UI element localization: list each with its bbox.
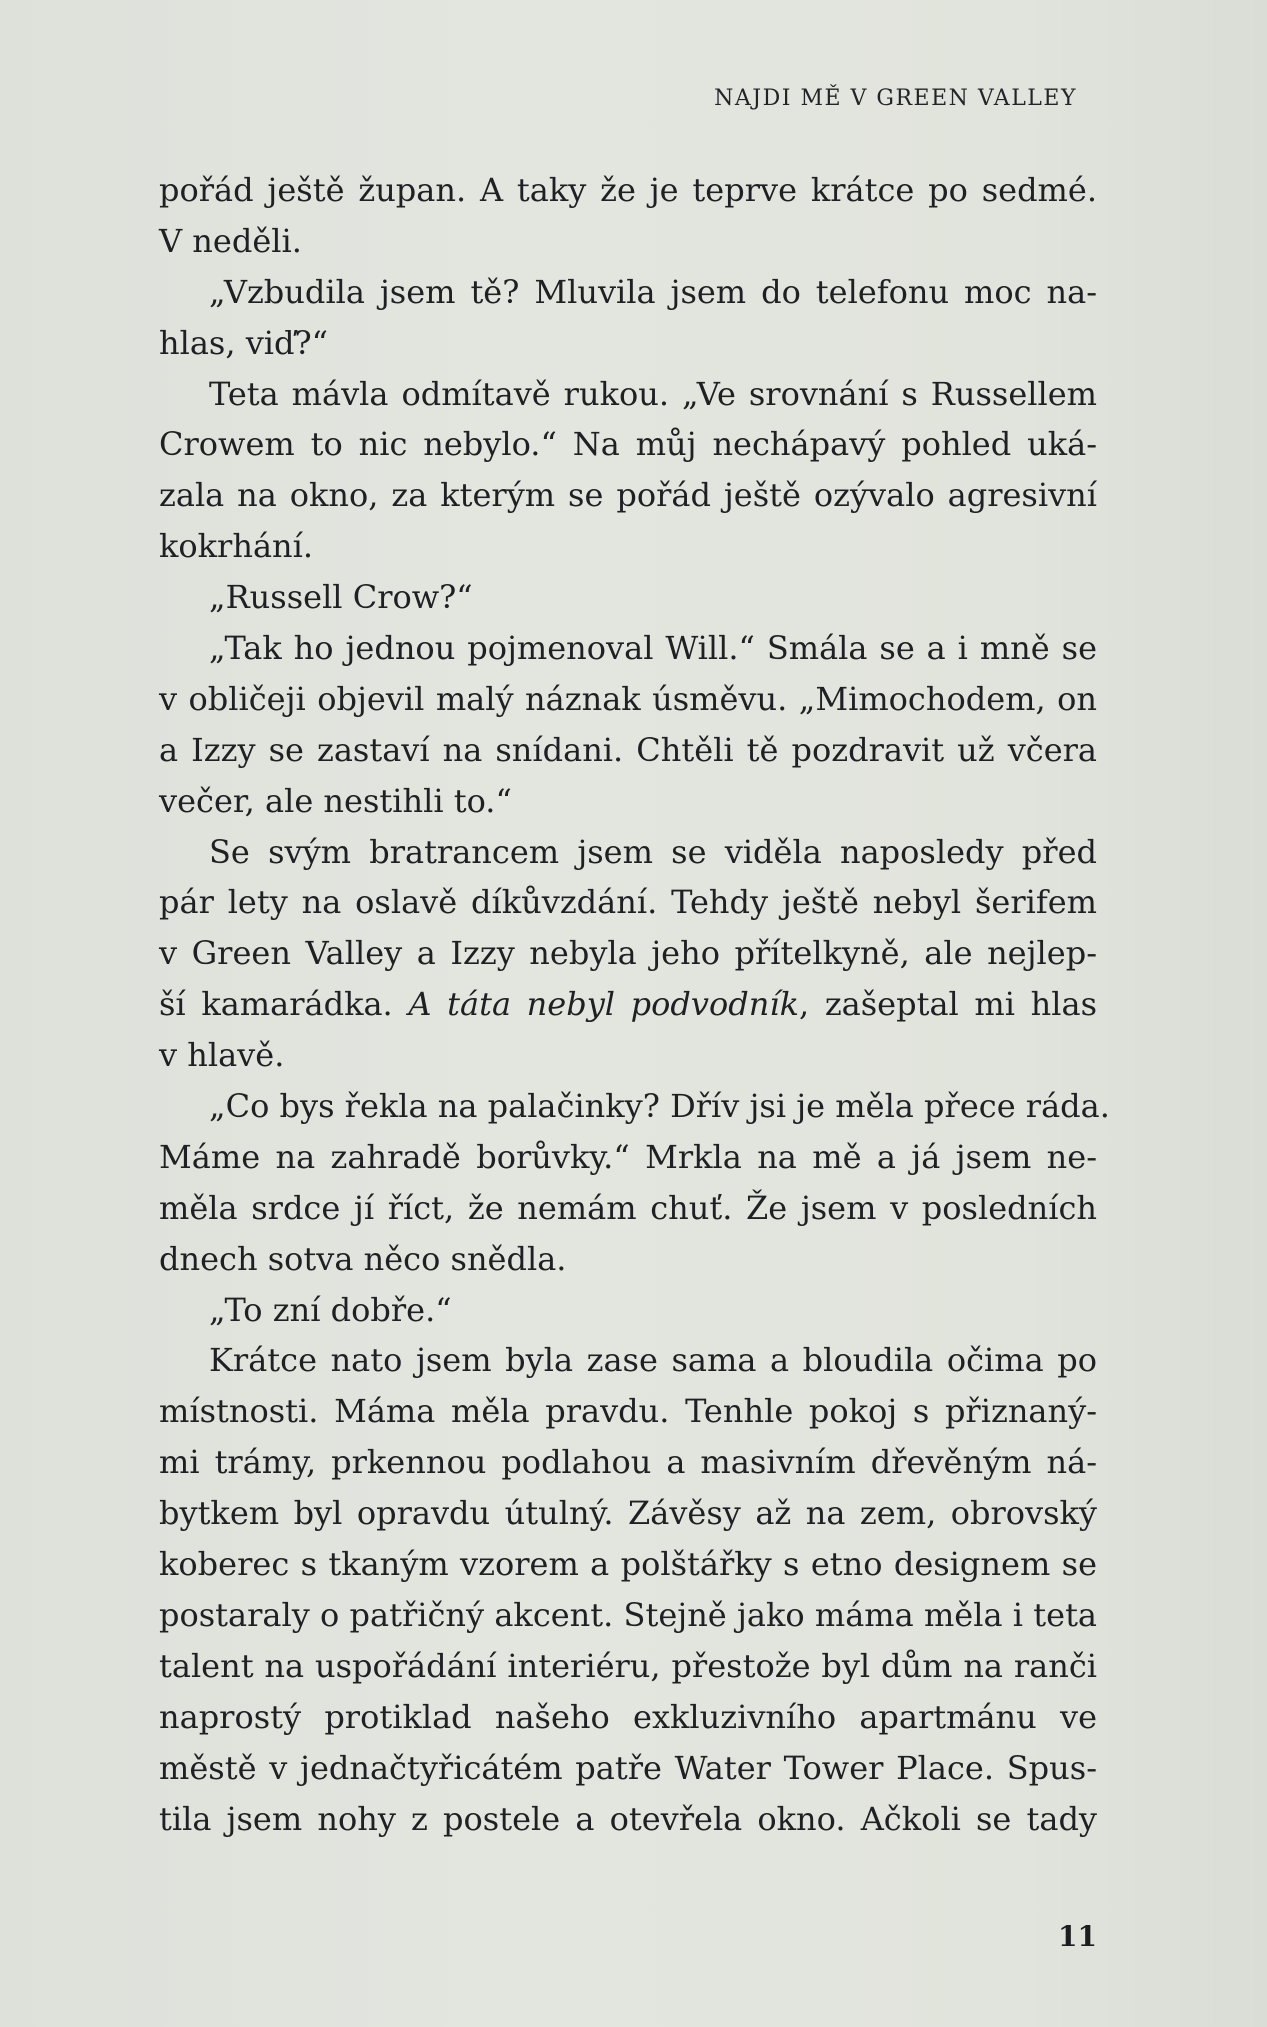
text-line: hlas, viď?“ (159, 323, 328, 362)
text-line: a Izzy se zastaví na snídani. Chtěli tě pozdravit už včera (159, 730, 1097, 769)
text-line: „Tak ho jednou pojmenoval Will.“ Smála se a i mně se (209, 629, 1097, 668)
text-line: Teta mávla odmítavě rukou. „Ve srovnání s Russellem (209, 374, 1097, 413)
italic-phrase: A táta nebyl podvodník (408, 985, 799, 1024)
page-number: 11 (1058, 1920, 1097, 1953)
text-line: V neděli. (159, 221, 302, 260)
text-line: kokrhání. (159, 527, 314, 566)
text-line: Se svým bratrancem jsem se viděla naposledy před (209, 832, 1097, 871)
text-line: v obličeji objevil malý náznak úsměvu. „Mimochodem, on (159, 679, 1097, 718)
body-text (159, 165, 1110, 1844)
text-line: pár lety na oslavě díkůvzdání. Tehdy ještě nebyl šerifem (159, 883, 1097, 922)
text-line: měla srdce jí říct, že nemám chuť. Že jsem v posledních (159, 1188, 1097, 1227)
text-line: v Green Valley a Izzy nebyla jeho přítelkyně, ale nejlep- (159, 934, 1097, 973)
text-line: naprostý protiklad našeho exkluzivního apartmánu ve (159, 1697, 1097, 1736)
text-line: v hlavě. (159, 1036, 285, 1075)
text-line: městě v jednačtyřicátém patře Water Tower Place. Spus- (159, 1748, 1097, 1787)
text-fragment: ší kamarádka. (159, 985, 409, 1024)
text-line: pořád ještě župan. A taky že je teprve krátce po sedmé. (159, 171, 1097, 209)
text-line: koberec s tkaným vzorem a polštářky s etno designem se (159, 1545, 1097, 1584)
text-line: „Vzbudila jsem tě? Mluvila jsem do telefonu moc na- (209, 272, 1097, 311)
text-line: zala na okno, za kterým se pořád ještě ozývalo agresivní (159, 476, 1097, 515)
text-line: „Russell Crow?“ (209, 578, 473, 617)
running-head: NAJDI MĚ V GREEN VALLEY (714, 86, 1077, 111)
text-line: Crowem to nic nebylo.“ Na můj nechápavý pohled uká- (159, 425, 1097, 464)
text-line: „Co bys řekla na palačinky? Dřív jsi je měla přece ráda. (209, 1087, 1110, 1126)
text-line: večer, ale nestihli to.“ (159, 781, 512, 820)
text-line: bytkem byl opravdu útulný. Závěsy až na zem, obrovský (159, 1494, 1097, 1533)
text-line: „To zní dobře.“ (209, 1290, 452, 1329)
text-line: postaraly o patřičný akcent. Stejně jako máma měla i teta (159, 1595, 1097, 1634)
text-line-italic (159, 979, 1097, 1030)
text-line: Krátce nato jsem byla zase sama a bloudila očima po (209, 1341, 1097, 1380)
text-line: Máme na zahradě borůvky.“ Mrkla na mě a já jsem ne- (159, 1137, 1097, 1176)
text-line: mi trámy, prkennou podlahou a masivním dřevěným ná- (159, 1443, 1097, 1482)
text-line: tila jsem nohy z postele a otevřela okno. Ačkoli se tady (159, 1799, 1097, 1838)
text-line: místnosti. Máma měla pravdu. Tenhle pokoj s přiznaný- (159, 1392, 1097, 1431)
text-line: dnech sotva něco snědla. (159, 1239, 567, 1278)
text-line: talent na uspořádání interiéru, přestože byl dům na ranči (159, 1646, 1097, 1685)
text-fragment: , zašeptal mi hlas (798, 985, 1098, 1024)
